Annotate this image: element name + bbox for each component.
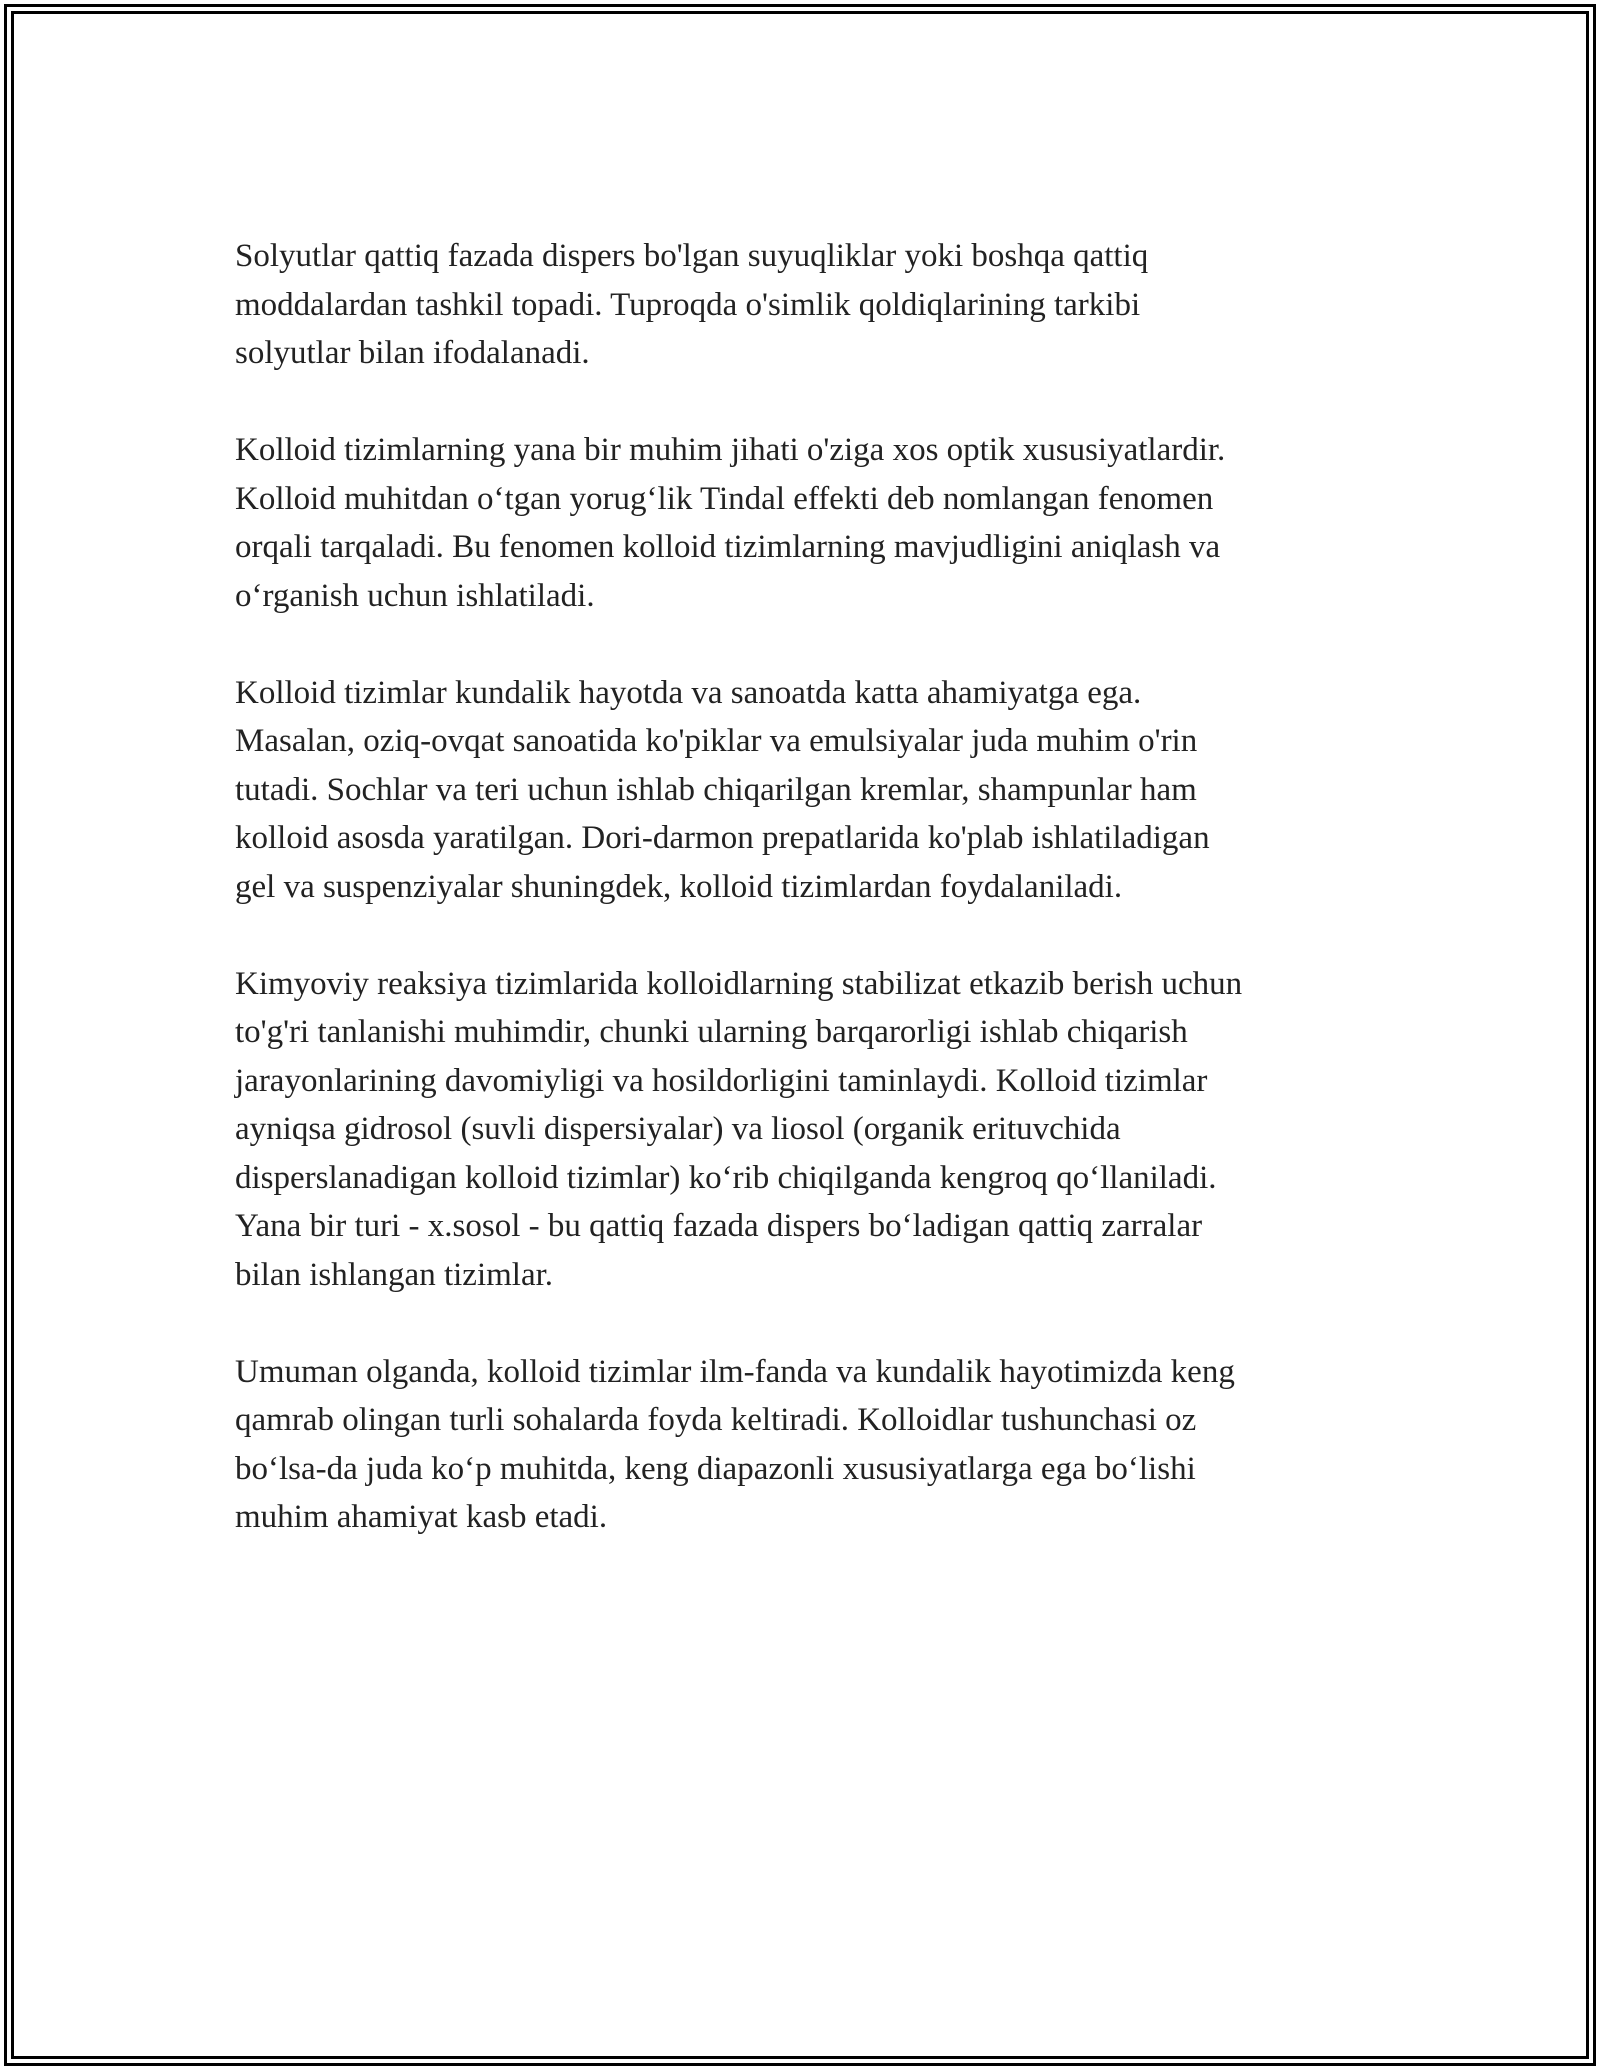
paragraph-solyutlar: Solyutlar qattiq fazada dispers bo'lgan suyuqliklar yoki boshqa qattiq moddalardan tashkil topadi. Tuproqda o'simlik qoldiqlarining tarkibi solyutlar bilan ifodalanadi. (235, 238, 1149, 371)
paragraph-optik-xususiyatlar: Kolloid tizimlarning yana bir muhim jihati o'ziga xos optik xususiyatlardir. Kolloid muhitdan o‘tgan yorug‘lik Tindal effekti deb nomlangan fenomen orqali tarqaladi. Bu fenomen kolloid tizimlarning mavjudligini aniqlash va o‘rganish uchun ishlatiladi. (235, 432, 1226, 614)
paragraph-kundalik-hayot: Kolloid tizimlar kundalik hayotda va sanoatda katta ahamiyatga ega. Masalan, oziq-ovqat sanoatida ko'piklar va emulsiyalar juda muhim o'rin tutadi. Sochlar va teri uchun ishlab chiqarilgan kremlar, shampunlar ham kolloid asosda yaratilgan. Dori-darmon prepatlarida ko'plab ishlatiladigan gel va suspenziyalar shuningdek, kolloid tizimlardan foydalaniladi. (235, 674, 1210, 905)
document-body (235, 232, 1375, 1590)
paragraph-xulosa: Umuman olganda, kolloid tizimlar ilm-fanda va kundalik hayotimizda keng qamrab olingan turli sohalarda foyda keltiradi. Kolloidlar tushunchasi oz bo‘lsa-da juda ko‘p muhitda, keng diapazonli xususiyatlarga ega bo‘lishi muhim ahamiyat kasb etadi. (235, 1353, 1235, 1535)
paragraph-kimyoviy-reaksiya: Kimyoviy reaksiya tizimlarida kolloidlarning stabilizat etkazib berish uchun to'g'ri tanlanishi muhimdir, chunki ularning barqarorligi ishlab chiqarish jarayonlarining davomiyligi va hosildorligini taminlaydi. Kolloid tizimlar ayniqsa gidrosol (suvli dispersiyalar) va liosol (organik erituvchida disperslanadigan kolloid tizimlar) ko‘rib chiqilganda kengroq qo‘llaniladi. Yana bir turi - x.sosol - bu qattiq fazada dispers bo‘ladigan qattiq zarralar bilan ishlangan tizimlar. (235, 965, 1243, 1293)
